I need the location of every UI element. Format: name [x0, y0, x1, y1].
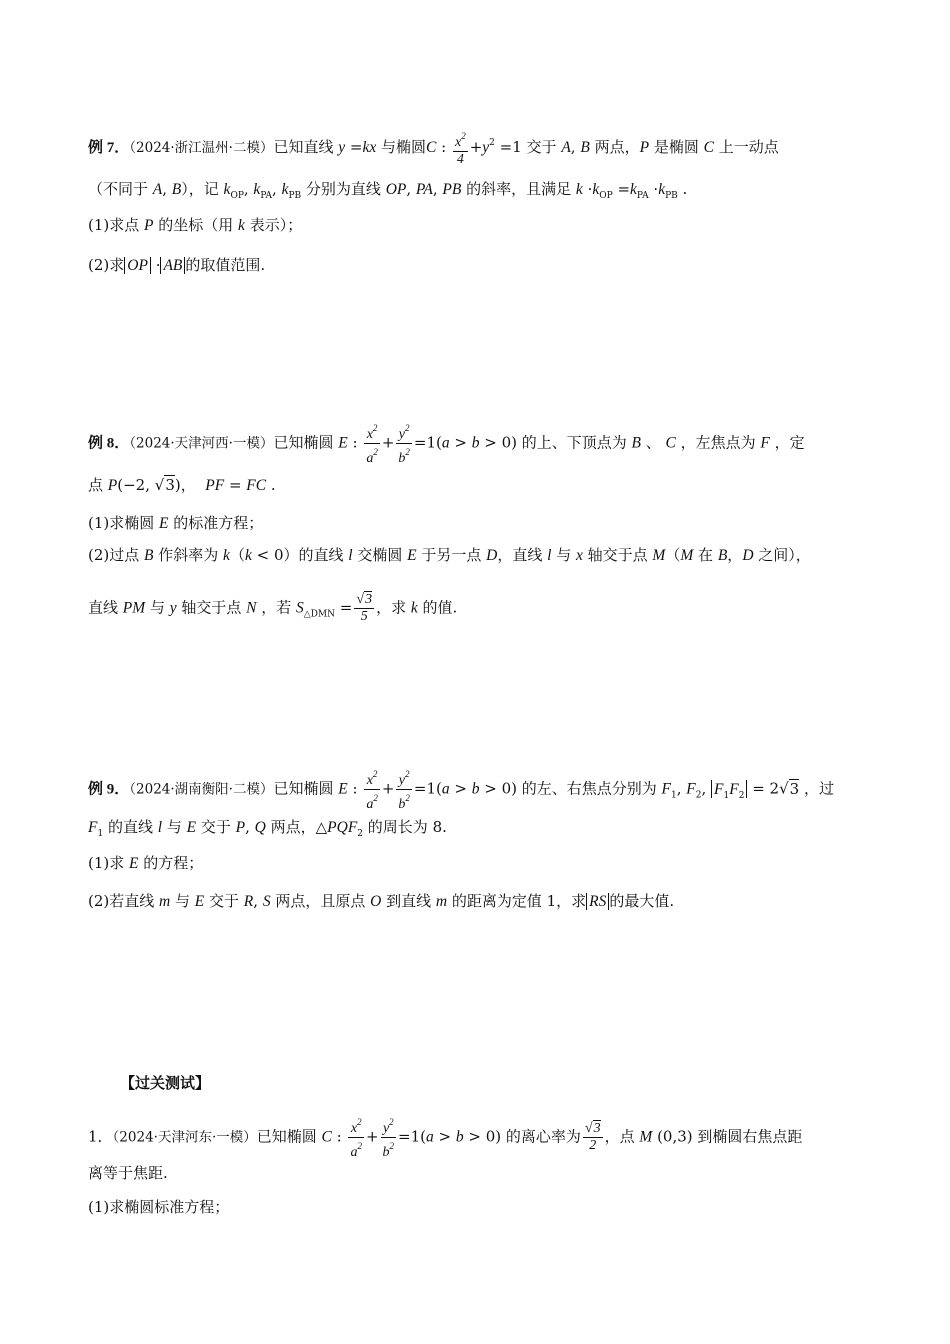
example-9-line-2: $F_1$ 的直线 l 与 E 交于 P, Q 两点，$\triangle PQF_2$ 的周长为 8.: [88, 818, 447, 839]
example-8-line-2: 点 P(−2, √3)， PF = FC .: [88, 476, 276, 494]
example-8-part-2-cont: 直线 PM 与 y 轴交于点 N ，若 $S_{\triangle DMN}$ = $\frac{√3}{5}$ ，求 k 的值.: [88, 592, 458, 624]
example-8-part-2: (2)过点 B 作斜率为 k（k < 0）的直线 l 交椭圆 E 于另一点 D，直线 l 与 x 轴交于点 M（M 在 B，D 之间），: [88, 546, 811, 564]
example-7-line-1: 例 7．（2024·浙江温州·二模）已知直线 y =kx 与椭圆C : $\frac{x^2}{4}$ $+y^2 =1$ 交于 A, B 两点，P 是椭圆 C 上一动点: [88, 128, 862, 168]
test-1-part-1: (1)求椭圆标准方程；: [88, 1198, 230, 1216]
test-source: （2024·天津河东·一模）: [112, 1129, 257, 1146]
test-label: 1．: [88, 1127, 113, 1146]
section-title: 【过关测试】: [120, 1074, 211, 1092]
example-source: （2024·天津河西·一模）: [129, 435, 274, 452]
example-source: （2024·湖南衡阳·二模）: [129, 781, 274, 798]
example-8-line-1: 例 8．（2024·天津河西·一模）已知椭圆 E : $\frac{x^2}{a^2}$ + $\frac{y^2}{b^2}$ =1(a > b > 0) 的上、下顶点为 B 、 C ，左焦点为 F ，定: [88, 420, 862, 467]
example-label: 例 7．: [88, 140, 130, 156]
example-8-part-1: (1)求椭圆 E 的标准方程；: [88, 514, 264, 532]
example-7-line-2: （不同于 A, B），记 $k_{OP}$, $k_{PA}$, $k_{PB}$ 分别为直线 OP, PA, PB 的斜率，且满足 $k \cdot k_{OP} =k_{PA} \cdot k_{PB}$ .: [88, 180, 688, 201]
example-label: 例 9．: [88, 781, 130, 798]
example-7-part-2: (2)求 OP · AB 的取值范围.: [88, 256, 266, 274]
example-9-line-1: 例 9．（2024·湖南衡阳·二模）已知椭圆 E : $\frac{x^2}{a^2}$ + $\frac{y^2}{b^2}$ =1(a > b > 0) 的左、右焦点分别为 $F_1$, $F_2$, $F_1F_2 = 2√3$ ，过: [88, 766, 862, 813]
example-9-part-1: (1)求 E 的方程；: [88, 854, 204, 872]
example-9-part-2: (2)若直线 m 与 E 交于 R, S 两点，且原点 O 到直线 m 的距离为定值 1，求 RS 的最大值.: [88, 892, 675, 910]
test-1-line-2: 离等于焦距.: [88, 1164, 168, 1182]
example-7-part-1: (1)求点 P 的坐标（用 k 表示）；: [88, 216, 303, 234]
example-source: （2024·浙江温州·二模）: [129, 140, 274, 156]
example-label: 例 8．: [88, 435, 130, 452]
test-1-line-1: 1．（2024·天津河东·一模）已知椭圆 C : $\frac{x^2}{a^2}$ + $\frac{y^2}{b^2}$ =1(a > b > 0) 的离心率为 $\frac{√3}{2}$ ，点 M (0,3) 到椭圆右焦点距: [88, 1114, 862, 1161]
